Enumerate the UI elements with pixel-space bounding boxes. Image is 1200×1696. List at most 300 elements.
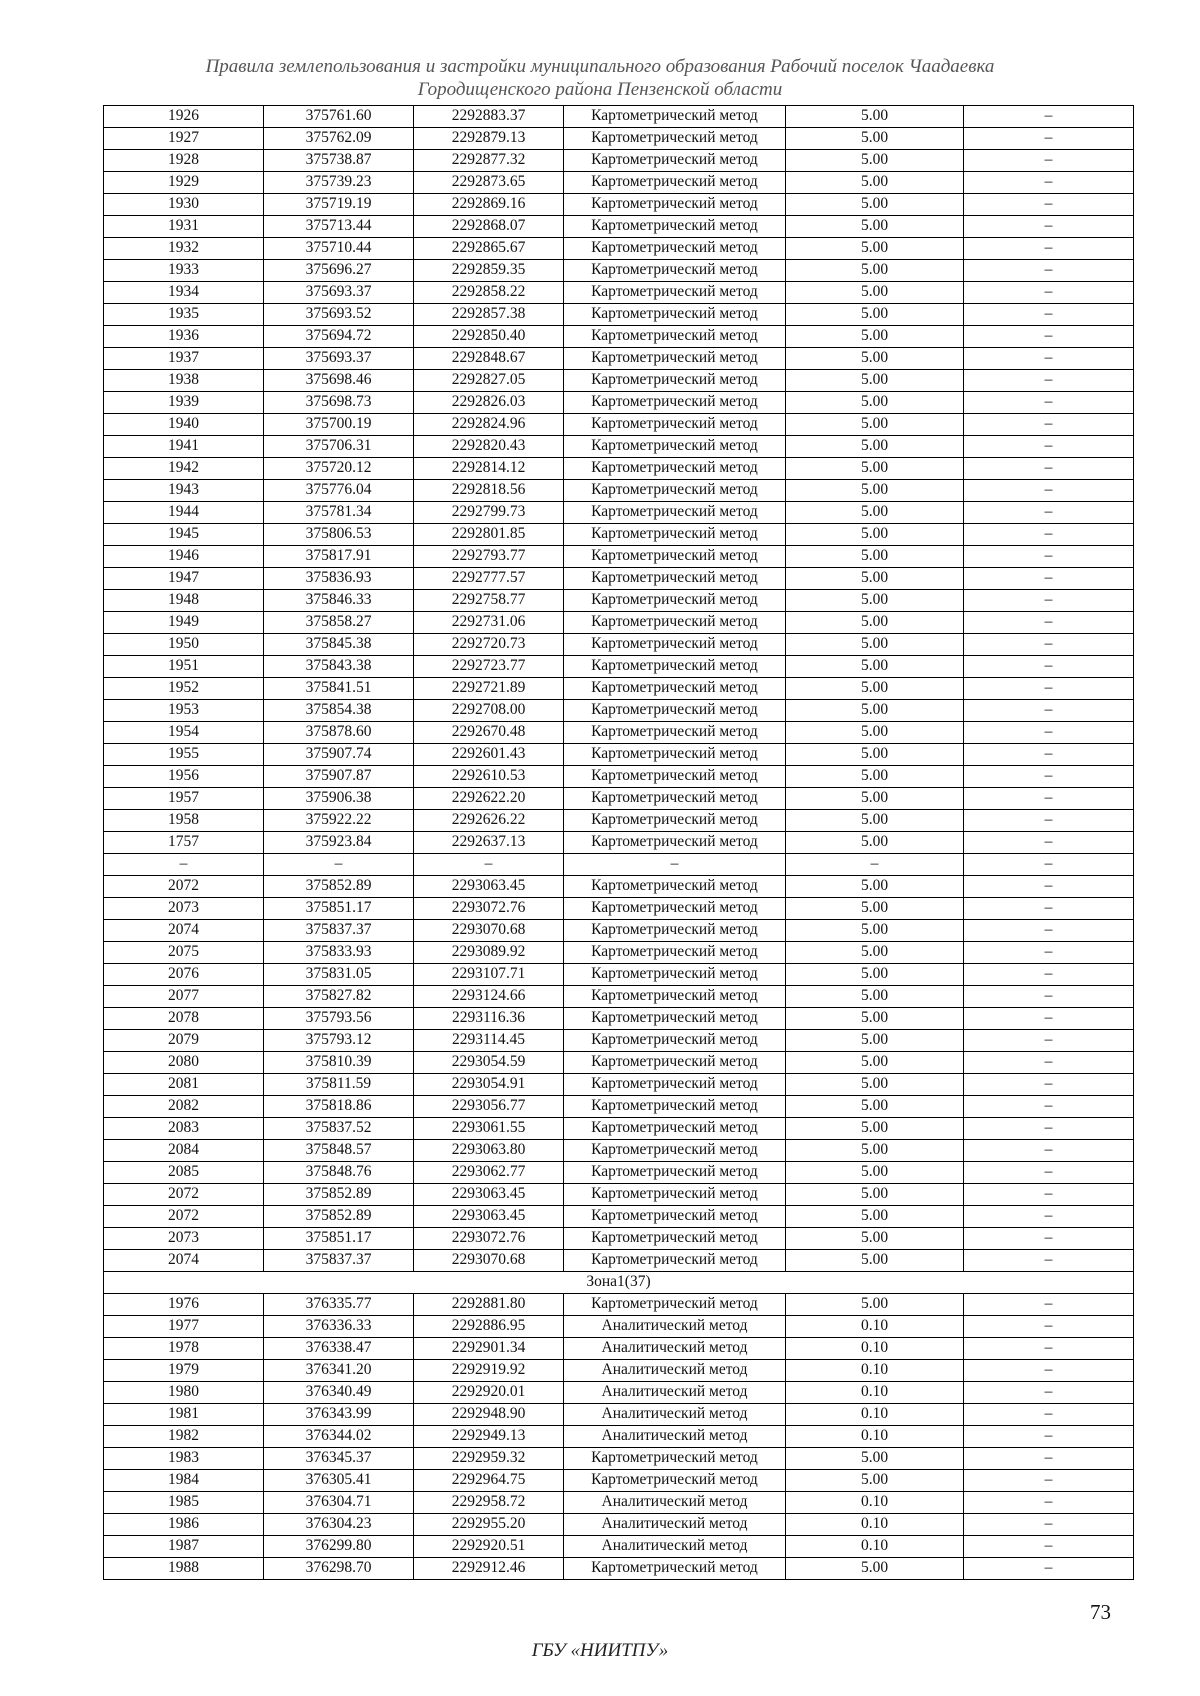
description-cell: – [964,1118,1134,1140]
method-cell: Картометрический метод [564,832,786,854]
method-cell: Картометрический метод [564,348,786,370]
y-coordinate-cell: 2292920.01 [414,1382,564,1404]
description-cell: – [964,502,1134,524]
description-cell: – [964,678,1134,700]
method-cell: Картометрический метод [564,392,786,414]
point-number-cell: 1931 [104,216,264,238]
y-coordinate-cell: 2292758.77 [414,590,564,612]
x-coordinate-cell: 375827.82 [264,986,414,1008]
point-number-cell: 1937 [104,348,264,370]
method-cell: Картометрический метод [564,1140,786,1162]
description-cell: – [964,634,1134,656]
page-header [100,55,1100,101]
point-number-cell: 1948 [104,590,264,612]
table-row [104,370,1134,392]
description-cell: – [964,392,1134,414]
x-coordinate-cell: 375852.89 [264,1206,414,1228]
y-coordinate-cell: 2293124.66 [414,986,564,1008]
y-coordinate-cell: 2292912.46 [414,1558,564,1580]
point-number-cell: 1938 [104,370,264,392]
accuracy-cell: 5.00 [786,1140,964,1162]
description-cell: – [964,1536,1134,1558]
table-row [104,876,1134,898]
table-row [104,1338,1134,1360]
accuracy-cell: 5.00 [786,260,964,282]
y-coordinate-cell: 2292827.05 [414,370,564,392]
method-cell: Картометрический метод [564,458,786,480]
point-number-cell: 2076 [104,964,264,986]
table-row [104,1470,1134,1492]
description-cell: – [964,238,1134,260]
table-row [104,722,1134,744]
method-cell: Картометрический метод [564,744,786,766]
x-coordinate-cell: 375845.38 [264,634,414,656]
table-row [104,656,1134,678]
description-cell: – [964,942,1134,964]
y-coordinate-cell: 2292731.06 [414,612,564,634]
table-row [104,260,1134,282]
description-cell: – [964,656,1134,678]
table-row [104,568,1134,590]
point-number-cell: 2072 [104,1184,264,1206]
description-cell: – [964,1470,1134,1492]
table-row [104,1074,1134,1096]
x-coordinate-cell: 375843.38 [264,656,414,678]
y-coordinate-cell: 2292865.67 [414,238,564,260]
y-coordinate-cell: 2292955.20 [414,1514,564,1536]
point-number-cell: 2085 [104,1162,264,1184]
accuracy-cell: 0.10 [786,1360,964,1382]
x-coordinate-cell: 375693.37 [264,348,414,370]
point-number-cell: 1980 [104,1382,264,1404]
description-cell: – [964,1184,1134,1206]
description-cell: – [964,1008,1134,1030]
accuracy-cell: 5.00 [786,942,964,964]
y-coordinate-cell: 2293114.45 [414,1030,564,1052]
table-row [104,1492,1134,1514]
table-row [104,1294,1134,1316]
method-cell: Картометрический метод [564,546,786,568]
description-cell: – [964,524,1134,546]
x-coordinate-cell: 375907.87 [264,766,414,788]
point-number-cell: 1955 [104,744,264,766]
description-cell: – [964,1030,1134,1052]
accuracy-cell: 5.00 [786,1294,964,1316]
accuracy-cell: 5.00 [786,436,964,458]
point-number-cell: 2081 [104,1074,264,1096]
accuracy-cell: 5.00 [786,766,964,788]
point-number-cell: 1956 [104,766,264,788]
coordinates-table-body [104,106,1134,1580]
y-coordinate-cell: 2292793.77 [414,546,564,568]
table-row [104,854,1134,876]
y-coordinate-cell: 2293089.92 [414,942,564,964]
accuracy-cell: 5.00 [786,348,964,370]
table-row [104,766,1134,788]
y-coordinate-cell: 2292670.48 [414,722,564,744]
accuracy-cell: 5.00 [786,700,964,722]
method-cell: Картометрический метод [564,1294,786,1316]
method-cell: Картометрический метод [564,964,786,986]
accuracy-cell: 5.00 [786,1118,964,1140]
accuracy-cell: 5.00 [786,1096,964,1118]
table-row [104,964,1134,986]
point-number-cell: 1939 [104,392,264,414]
accuracy-cell: 5.00 [786,128,964,150]
method-cell: – [564,854,786,876]
description-cell: – [964,612,1134,634]
y-coordinate-cell: 2292799.73 [414,502,564,524]
table-row [104,106,1134,128]
description-cell: – [964,260,1134,282]
x-coordinate-cell: 376338.47 [264,1338,414,1360]
y-coordinate-cell: 2293063.80 [414,1140,564,1162]
y-coordinate-cell: 2292964.75 [414,1470,564,1492]
description-cell: – [964,546,1134,568]
x-coordinate-cell: 375739.23 [264,172,414,194]
y-coordinate-cell: 2292881.80 [414,1294,564,1316]
method-cell: Аналитический метод [564,1536,786,1558]
point-number-cell: 1944 [104,502,264,524]
accuracy-cell: 5.00 [786,304,964,326]
point-number-cell: 1951 [104,656,264,678]
description-cell: – [964,986,1134,1008]
table-row [104,458,1134,480]
x-coordinate-cell: 376335.77 [264,1294,414,1316]
accuracy-cell: 5.00 [786,1228,964,1250]
method-cell: Картометрический метод [564,612,786,634]
accuracy-cell: 0.10 [786,1338,964,1360]
method-cell: Аналитический метод [564,1316,786,1338]
point-number-cell: 1979 [104,1360,264,1382]
zone-header-row [104,1272,1134,1294]
x-coordinate-cell: 376299.80 [264,1536,414,1558]
y-coordinate-cell: 2292883.37 [414,106,564,128]
table-row [104,1030,1134,1052]
x-coordinate-cell: – [264,854,414,876]
x-coordinate-cell: 375710.44 [264,238,414,260]
method-cell: Картометрический метод [564,590,786,612]
accuracy-cell: 5.00 [786,656,964,678]
point-number-cell: 1936 [104,326,264,348]
method-cell: Картометрический метод [564,1184,786,1206]
table-row [104,1140,1134,1162]
description-cell: – [964,1162,1134,1184]
point-number-cell: 1986 [104,1514,264,1536]
y-coordinate-cell: 2292919.92 [414,1360,564,1382]
point-number-cell: 2080 [104,1052,264,1074]
description-cell: – [964,1228,1134,1250]
header-line-1: Правила землепользования и застройки муниципального образования Рабочий поселок Чаадаевка [205,56,995,77]
description-cell: – [964,1360,1134,1382]
description-cell: – [964,920,1134,942]
y-coordinate-cell: 2292868.07 [414,216,564,238]
description-cell: – [964,810,1134,832]
table-row [104,788,1134,810]
header-line-2: Городищенского района Пензенской области [417,79,783,100]
accuracy-cell: 5.00 [786,458,964,480]
description-cell: – [964,348,1134,370]
x-coordinate-cell: 375854.38 [264,700,414,722]
table-row [104,612,1134,634]
accuracy-cell: 5.00 [786,568,964,590]
description-cell: – [964,854,1134,876]
accuracy-cell: 5.00 [786,1184,964,1206]
description-cell: – [964,1052,1134,1074]
method-cell: Картометрический метод [564,1008,786,1030]
x-coordinate-cell: 376344.02 [264,1426,414,1448]
y-coordinate-cell: 2292869.16 [414,194,564,216]
table-row [104,348,1134,370]
accuracy-cell: 5.00 [786,1250,964,1272]
point-number-cell: 2074 [104,920,264,942]
point-number-cell: 1949 [104,612,264,634]
description-cell: – [964,1382,1134,1404]
y-coordinate-cell: 2292826.03 [414,392,564,414]
page-number: 73 [1090,1600,1111,1624]
x-coordinate-cell: 375833.93 [264,942,414,964]
description-cell: – [964,150,1134,172]
accuracy-cell: – [786,854,964,876]
x-coordinate-cell: 375858.27 [264,612,414,634]
table-row [104,1206,1134,1228]
x-coordinate-cell: 375698.73 [264,392,414,414]
point-number-cell: 1943 [104,480,264,502]
table-row [104,238,1134,260]
accuracy-cell: 5.00 [786,106,964,128]
y-coordinate-cell: 2293072.76 [414,1228,564,1250]
table-row [104,1382,1134,1404]
x-coordinate-cell: 375837.37 [264,1250,414,1272]
accuracy-cell: 5.00 [786,172,964,194]
table-row [104,414,1134,436]
method-cell: Аналитический метод [564,1492,786,1514]
table-row [104,1448,1134,1470]
point-number-cell: 1942 [104,458,264,480]
method-cell: Картометрический метод [564,150,786,172]
point-number-cell: 2073 [104,898,264,920]
point-number-cell: 1978 [104,1338,264,1360]
point-number-cell: 1932 [104,238,264,260]
point-number-cell: 1987 [104,1536,264,1558]
method-cell: Картометрический метод [564,1118,786,1140]
x-coordinate-cell: 375907.74 [264,744,414,766]
x-coordinate-cell: 375846.33 [264,590,414,612]
accuracy-cell: 5.00 [786,150,964,172]
accuracy-cell: 5.00 [786,282,964,304]
point-number-cell: 2082 [104,1096,264,1118]
accuracy-cell: 5.00 [786,370,964,392]
method-cell: Аналитический метод [564,1382,786,1404]
x-coordinate-cell: 375848.76 [264,1162,414,1184]
y-coordinate-cell: 2292820.43 [414,436,564,458]
x-coordinate-cell: 375852.89 [264,1184,414,1206]
table-row [104,1118,1134,1140]
table-row [104,304,1134,326]
y-coordinate-cell: 2292879.13 [414,128,564,150]
x-coordinate-cell: 375720.12 [264,458,414,480]
table-row [104,832,1134,854]
method-cell: Картометрический метод [564,1162,786,1184]
description-cell: – [964,722,1134,744]
description-cell: – [964,414,1134,436]
x-coordinate-cell: 376304.23 [264,1514,414,1536]
y-coordinate-cell: 2293070.68 [414,1250,564,1272]
method-cell: Картометрический метод [564,172,786,194]
description-cell: – [964,1448,1134,1470]
y-coordinate-cell: 2292708.00 [414,700,564,722]
y-coordinate-cell: 2292723.77 [414,656,564,678]
point-number-cell: 1957 [104,788,264,810]
y-coordinate-cell: 2292958.72 [414,1492,564,1514]
x-coordinate-cell: 376341.20 [264,1360,414,1382]
x-coordinate-cell: 375696.27 [264,260,414,282]
accuracy-cell: 5.00 [786,832,964,854]
point-number-cell: 1982 [104,1426,264,1448]
x-coordinate-cell: 375694.72 [264,326,414,348]
method-cell: Картометрический метод [564,304,786,326]
accuracy-cell: 5.00 [786,986,964,1008]
x-coordinate-cell: 375848.57 [264,1140,414,1162]
table-row [104,1360,1134,1382]
zone-label: Зона1(37) [104,1272,1134,1294]
y-coordinate-cell: 2292877.32 [414,150,564,172]
method-cell: Картометрический метод [564,898,786,920]
method-cell: Аналитический метод [564,1404,786,1426]
accuracy-cell: 5.00 [786,1052,964,1074]
x-coordinate-cell: 375851.17 [264,898,414,920]
x-coordinate-cell: 376336.33 [264,1316,414,1338]
y-coordinate-cell: 2292818.56 [414,480,564,502]
x-coordinate-cell: 375837.37 [264,920,414,942]
table-row [104,1184,1134,1206]
accuracy-cell: 5.00 [786,920,964,942]
x-coordinate-cell: 375852.89 [264,876,414,898]
accuracy-cell: 0.10 [786,1426,964,1448]
method-cell: Картометрический метод [564,1206,786,1228]
table-row [104,502,1134,524]
description-cell: – [964,1338,1134,1360]
accuracy-cell: 5.00 [786,392,964,414]
x-coordinate-cell: 375693.37 [264,282,414,304]
point-number-cell: 1946 [104,546,264,568]
method-cell: Картометрический метод [564,128,786,150]
method-cell: Картометрический метод [564,260,786,282]
table-row [104,590,1134,612]
description-cell: – [964,1096,1134,1118]
table-row [104,1052,1134,1074]
point-number-cell: 1977 [104,1316,264,1338]
method-cell: Картометрический метод [564,1096,786,1118]
point-number-cell: 2079 [104,1030,264,1052]
point-number-cell: 1930 [104,194,264,216]
x-coordinate-cell: 375806.53 [264,524,414,546]
accuracy-cell: 5.00 [786,546,964,568]
point-number-cell: 1928 [104,150,264,172]
description-cell: – [964,1558,1134,1580]
accuracy-cell: 5.00 [786,1162,964,1184]
method-cell: Картометрический метод [564,986,786,1008]
y-coordinate-cell: 2292801.85 [414,524,564,546]
point-number-cell: 2072 [104,1206,264,1228]
y-coordinate-cell: 2293056.77 [414,1096,564,1118]
point-number-cell: 1927 [104,128,264,150]
table-row [104,282,1134,304]
accuracy-cell: 5.00 [786,216,964,238]
x-coordinate-cell: 375762.09 [264,128,414,150]
table-row [104,524,1134,546]
description-cell: – [964,832,1134,854]
accuracy-cell: 5.00 [786,326,964,348]
method-cell: Картометрический метод [564,678,786,700]
y-coordinate-cell: 2293054.91 [414,1074,564,1096]
method-cell: Картометрический метод [564,414,786,436]
point-number-cell: 1947 [104,568,264,590]
method-cell: Картометрический метод [564,106,786,128]
accuracy-cell: 5.00 [786,964,964,986]
x-coordinate-cell: 376345.37 [264,1448,414,1470]
accuracy-cell: 5.00 [786,634,964,656]
x-coordinate-cell: 375906.38 [264,788,414,810]
accuracy-cell: 0.10 [786,1316,964,1338]
accuracy-cell: 5.00 [786,414,964,436]
y-coordinate-cell: 2292858.22 [414,282,564,304]
point-number-cell: 1945 [104,524,264,546]
point-number-cell: 1952 [104,678,264,700]
y-coordinate-cell: 2292721.89 [414,678,564,700]
method-cell: Картометрический метод [564,1470,786,1492]
table-row [104,150,1134,172]
y-coordinate-cell: 2292777.57 [414,568,564,590]
page-footer: ГБУ «НИИТПУ» [531,1640,669,1661]
point-number-cell: 1988 [104,1558,264,1580]
accuracy-cell: 5.00 [786,1448,964,1470]
point-number-cell: 1983 [104,1448,264,1470]
method-cell: Картометрический метод [564,942,786,964]
point-number-cell: 1984 [104,1470,264,1492]
accuracy-cell: 0.10 [786,1404,964,1426]
point-number-cell: 1926 [104,106,264,128]
table-row [104,1162,1134,1184]
x-coordinate-cell: 375776.04 [264,480,414,502]
method-cell: Картометрический метод [564,876,786,898]
point-number-cell: 1954 [104,722,264,744]
point-number-cell: 1935 [104,304,264,326]
accuracy-cell: 5.00 [786,1558,964,1580]
method-cell: Картометрический метод [564,722,786,744]
x-coordinate-cell: 375793.56 [264,1008,414,1030]
description-cell: – [964,326,1134,348]
x-coordinate-cell: 375719.19 [264,194,414,216]
y-coordinate-cell: 2293061.55 [414,1118,564,1140]
y-coordinate-cell: – [414,854,564,876]
x-coordinate-cell: 375738.87 [264,150,414,172]
method-cell: Картометрический метод [564,568,786,590]
y-coordinate-cell: 2293107.71 [414,964,564,986]
y-coordinate-cell: 2293063.45 [414,1206,564,1228]
y-coordinate-cell: 2293072.76 [414,898,564,920]
method-cell: Картометрический метод [564,502,786,524]
point-number-cell: 1985 [104,1492,264,1514]
description-cell: – [964,766,1134,788]
method-cell: Картометрический метод [564,700,786,722]
table-row [104,1536,1134,1558]
y-coordinate-cell: 2292886.95 [414,1316,564,1338]
description-cell: – [964,1316,1134,1338]
x-coordinate-cell: 375781.34 [264,502,414,524]
point-number-cell: 1941 [104,436,264,458]
description-cell: – [964,1492,1134,1514]
